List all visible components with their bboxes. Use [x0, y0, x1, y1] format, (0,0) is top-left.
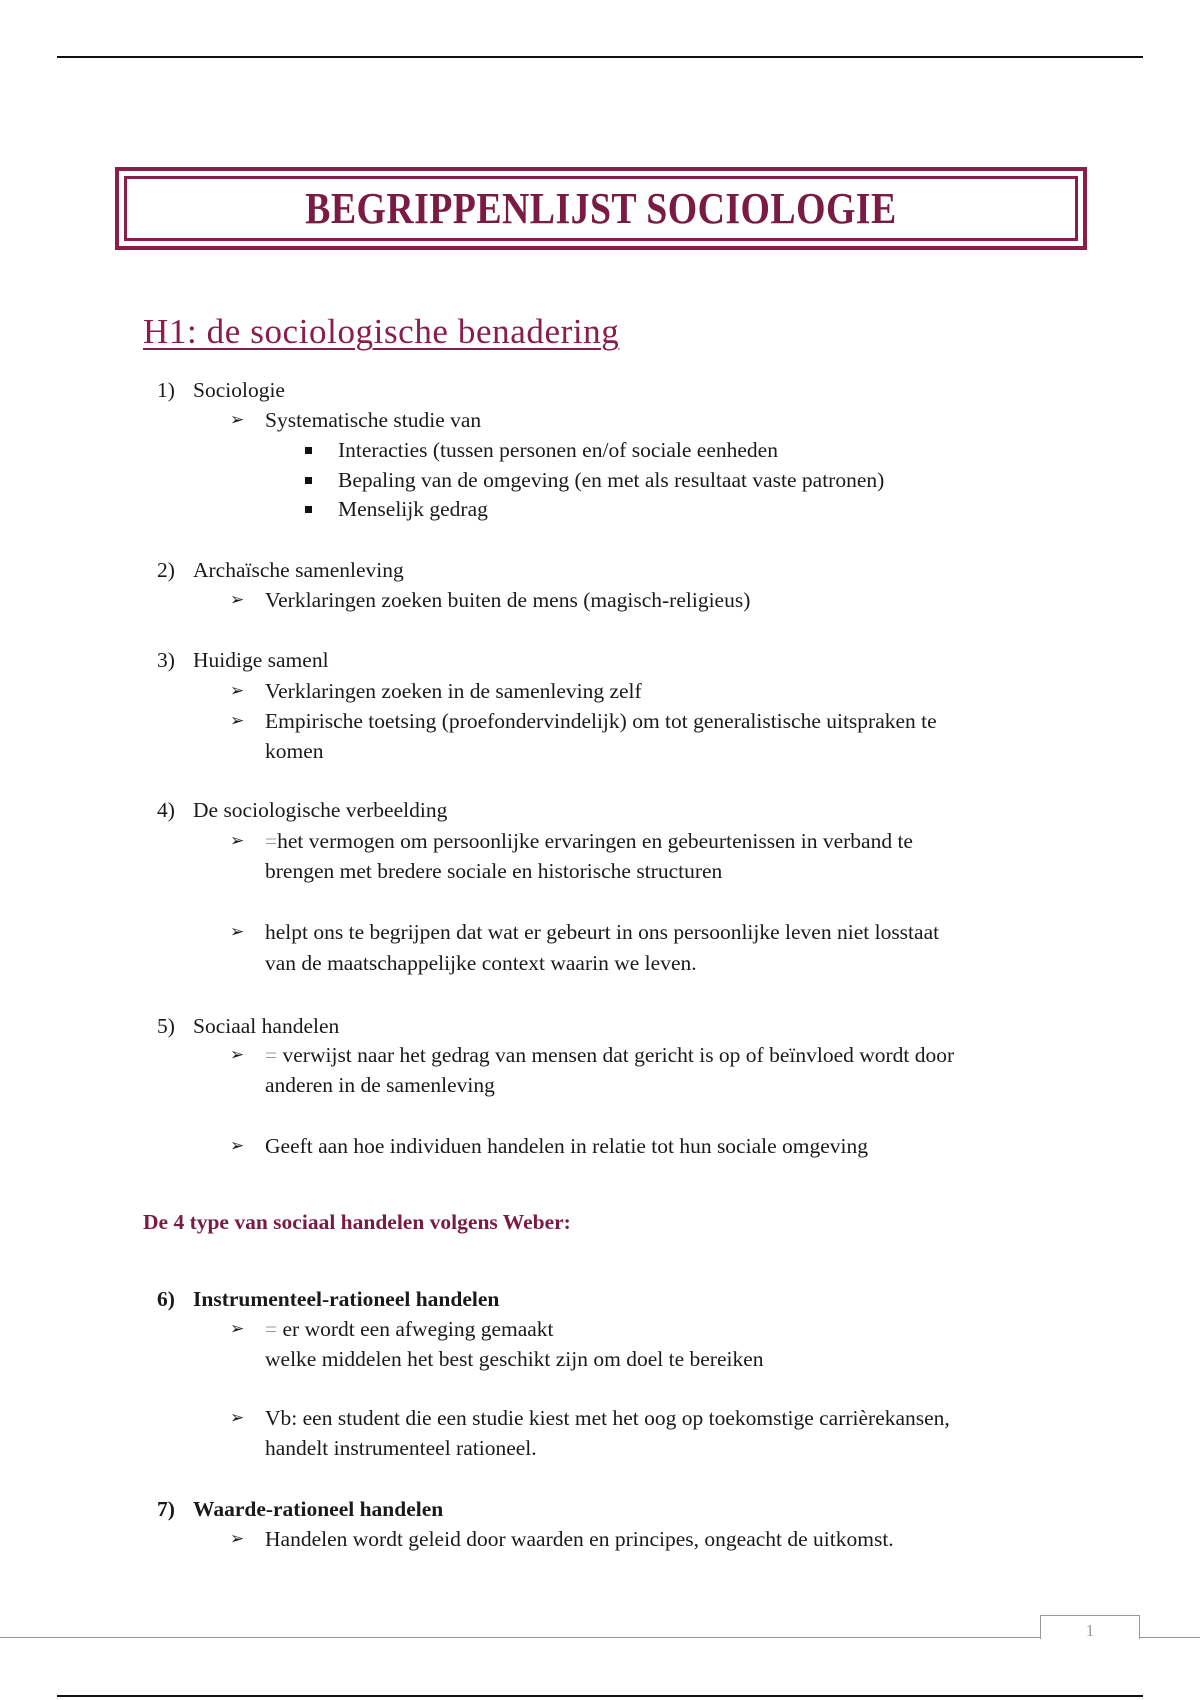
section-number: 4)	[157, 798, 175, 822]
list-item-text: Verklaringen zoeken buiten de mens (magisch-religieus)	[265, 588, 751, 612]
list-item-text: handelt instrumenteel rationeel.	[265, 1436, 537, 1460]
equals-sign: =	[265, 1317, 278, 1341]
definition-text: verwijst naar het gedrag van mensen dat gericht is op of beïnvloed wordt door	[277, 1043, 955, 1067]
document-title: BEGRIPPENLIJST SOCIOLOGIE	[305, 184, 897, 233]
section-title: Huidige samenl	[193, 648, 329, 672]
section-title: De sociologische verbeelding	[193, 798, 448, 822]
arrow-bullet-icon: ➢	[230, 681, 245, 700]
list-item-text: van de maatschappelijke context waarin we leven.	[265, 951, 697, 975]
arrow-bullet-icon: ➢	[230, 922, 245, 941]
square-bullet-icon	[305, 447, 312, 454]
section-title: Sociologie	[193, 378, 285, 402]
list-item-text: Systematische studie van	[265, 408, 482, 432]
arrow-bullet-icon: ➢	[230, 711, 245, 730]
arrow-bullet-icon: ➢	[230, 410, 245, 429]
arrow-bullet-icon: ➢	[230, 1319, 245, 1338]
section-number: 6)	[157, 1287, 175, 1311]
list-item-text	[265, 1314, 554, 1344]
page-number: 1	[1085, 1621, 1095, 1640]
list-item-text: Empirische toetsing (proefondervindelijk) om tot generalistische uitspraken te	[265, 709, 937, 733]
list-item-text: Verklaringen zoeken in de samenleving zelf	[265, 679, 642, 703]
page-number-tab	[1040, 1615, 1140, 1639]
arrow-bullet-icon: ➢	[230, 1136, 245, 1155]
arrow-bullet-icon: ➢	[230, 590, 245, 609]
chapter-heading: H1: de sociologische benadering	[143, 312, 620, 351]
section-number: 1)	[157, 378, 175, 402]
square-bullet-icon	[305, 477, 312, 484]
section-number: 2)	[157, 558, 175, 582]
list-item-text: welke middelen het best geschikt zijn om doel te bereiken	[265, 1347, 764, 1371]
list-item-text: Handelen wordt geleid door waarden en principes, ongeacht de uitkomst.	[265, 1527, 894, 1551]
list-item-text: brengen met bredere sociale en historische structuren	[265, 859, 723, 883]
title-inner-border	[124, 176, 1078, 241]
section-number: 7)	[157, 1497, 175, 1521]
arrow-bullet-icon: ➢	[230, 1529, 245, 1548]
definition-text: er wordt een afweging gemaakt	[277, 1317, 554, 1341]
list-item-text: Vb: een student die een studie kiest met het oog op toekomstige carrièrekansen,	[265, 1406, 950, 1430]
list-item-text: helpt ons te begrijpen dat wat er gebeurt in ons persoonlijke leven niet losstaat	[265, 920, 940, 944]
section-title: Archaïsche samenleving	[193, 558, 404, 582]
footer-rule	[0, 1637, 1200, 1638]
sub-list-item-text: Menselijk gedrag	[338, 497, 488, 521]
arrow-bullet-icon: ➢	[230, 1408, 245, 1427]
section-number: 3)	[157, 648, 175, 672]
section-title: Waarde-rationeel handelen	[193, 1497, 444, 1521]
section-title: Sociaal handelen	[193, 1014, 340, 1038]
list-item-text: komen	[265, 739, 324, 763]
title-box	[115, 167, 1087, 250]
sub-list-item-text: Interacties (tussen personen en/of sociale eenheden	[338, 438, 778, 462]
arrow-bullet-icon: ➢	[230, 831, 245, 850]
section-title: Instrumenteel-rationeel handelen	[193, 1287, 500, 1311]
section-number: 5)	[157, 1014, 175, 1038]
equals-sign: =	[265, 829, 278, 853]
weber-subheading: De 4 type van sociaal handelen volgens Weber:	[143, 1210, 571, 1234]
list-item-text	[265, 826, 913, 856]
equals-sign: =	[265, 1043, 278, 1067]
square-bullet-icon	[305, 506, 312, 513]
list-item-text: anderen in de samenleving	[265, 1073, 495, 1097]
list-item-text: Geeft aan hoe individuen handelen in relatie tot hun sociale omgeving	[265, 1134, 868, 1158]
bottom-rule	[57, 1695, 1143, 1697]
sub-list-item-text: Bepaling van de omgeving (en met als resultaat vaste patronen)	[338, 468, 885, 492]
list-item-text	[265, 1040, 954, 1070]
definition-text: het vermogen om persoonlijke ervaringen en gebeurtenissen in verband te	[277, 829, 913, 853]
header-rule	[57, 56, 1143, 58]
arrow-bullet-icon: ➢	[230, 1045, 245, 1064]
